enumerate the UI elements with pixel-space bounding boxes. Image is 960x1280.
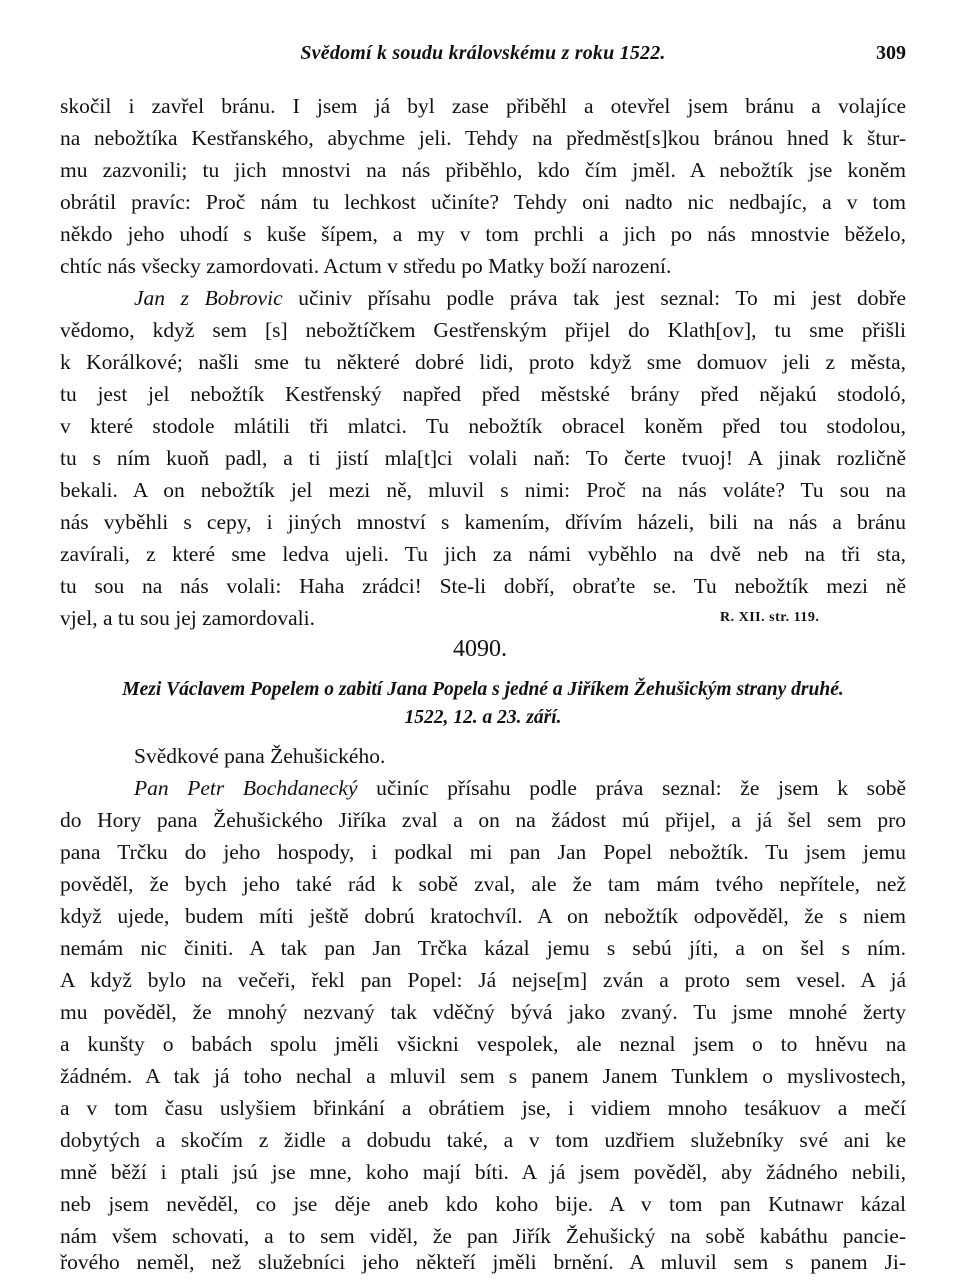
text-line: dobytých a skočím z židle a dobudu také, a v tom uzdřiem služebníky své ani ke: [60, 1128, 906, 1152]
text-line: vjel, a tu sou jej zamordovali.: [60, 606, 315, 630]
running-head: Svědomí k soudu královskému z roku 1522.: [300, 42, 666, 64]
text-line: někdo jeho uhodí s kuše šípem, a my v tom prchli a jich po nás mnostvie běželo,: [60, 222, 906, 246]
text-line: mu pověděl, že mnohý nezvaný tak vděčný bývá jako zvaný. Tu jsme mnohé žerty: [60, 1000, 906, 1024]
text-line: bekali. A on nebožtík jel mezi ně, mluvil s nimi: Proč na nás voláte? Tu sou na: [60, 478, 906, 502]
document-title: Mezi Václavem Popelem o zabití Jana Popela s jedné a Jiříkem Žehušickým strany druhé.: [122, 679, 844, 700]
text-line: tu jest jel nebožtík Kestřenský napřed před městské brány před nějakú stodoló,: [60, 382, 906, 406]
text-line: nám všem schovati, a to sem viděl, že pan Jiřík Žehušický na sobě kabáthu pancie-: [60, 1224, 906, 1248]
text-line: žádném. A tak já toho nechal a mluvil sem s panem Janem Tunklem o myslivostech,: [60, 1064, 906, 1088]
text-line: chtíc nás všecky zamordovati. Actum v středu po Matky boží narození.: [60, 254, 672, 278]
text-line-with-reference: [60, 602, 906, 634]
page-number: 309: [876, 42, 906, 64]
witness-statement-line: [60, 772, 906, 804]
text-line: tu s ním kuoň padl, a ti jistí mla[t]ci volali naň: To čerte tvuoj! A jinak rozličně: [60, 446, 906, 470]
text-line: tu sou na nás volali: Haha zrádci! Ste-li dobří, obraťte se. Tu nebožtík mezi ně: [60, 574, 906, 598]
text-line: mně běží i ptali jsú jse mne, koho mají bíti. A já jsem pověděl, aby žádného nebili,: [60, 1160, 906, 1184]
page-header: [60, 42, 906, 76]
text-line: mu zazvonili; tu jich mnostvi na nás přiběhlo, kdo čím jměl. A nebožtík jse koněm: [60, 158, 906, 182]
text-line: pana Trčku do jeho hospody, i podkal mi pan Jan Popel nebožtík. Tu jsem jemu: [60, 840, 906, 864]
witness-statement-line: [60, 282, 906, 314]
document-number: 4090.: [453, 636, 507, 662]
text-line: neb jsem nevěděl, co jse děje aneb kdo koho bije. A v tom pan Kutnawr kázal: [60, 1192, 906, 1216]
text-line: v které stodole mlátili tři mlatci. Tu nebožtík obracel koněm před tou stodolou,: [60, 414, 906, 438]
text-line: nás vyběhli s cepy, i jiných mnoství s kamením, dřívím házeli, bili na nás a bránu: [60, 510, 906, 534]
text-line: a v tom času uslyšiem břinkání a obrátiem jse, i vidiem mnoho tesákuov a mečí: [60, 1096, 906, 1120]
text-line: řového neměl, než služebníci jeho někteří jměli brnění. A mluvil sem s panem Ji-: [60, 1250, 906, 1274]
source-reference: R. XII. str. 119.: [720, 610, 820, 625]
text-line: nemám nic činiti. A tak pan Jan Trčka kázal jemu s sebú jíti, a on šel s ním.: [60, 936, 906, 960]
text-line: skočil i zavřel bránu. I jsem já byl zase přiběhl a otevřel jsem bránu a volajíce: [60, 94, 906, 118]
text-line: A když bylo na večeři, řekl pan Popel: Já nejse[m] zván a proto sem vesel. A já: [60, 968, 906, 992]
text-line: a kunšty o babách spolu jměli všickni vespolek, ale neznal jsem o to hněvu na: [60, 1032, 906, 1056]
document-date: 1522, 12. a 23. září.: [404, 707, 562, 728]
text-line: když ujede, budem míti ještě dobrú kratochvíl. A on nebožtík odpověděl, že s niem: [60, 904, 906, 928]
text-line: vědomo, když sem [s] nebožtíčkem Gestřenským přijel do Klath[ov], tu sme přišli: [60, 318, 906, 342]
text-line: do Hory pana Žehušického Jiříka zval a on na žádost mú přijel, a já šel sem pro: [60, 808, 906, 832]
text-line: pověděl, že bych jeho také rád k sobě zval, ale že tam mám tvého nepřítele, než: [60, 872, 906, 896]
text-line: obrátil pravíc: Proč nám tu lechkost učiníte? Tehdy oni nadto nic nedbajíc, a v tom: [60, 190, 906, 214]
witness-name: Pan Petr Bochdanecký: [134, 776, 358, 800]
statement-text: učiníc přísahu podle práva seznal: že jsem k sobě: [376, 776, 906, 800]
text-line: na nebožtíka Kestřanského, abychme jeli. Tehdy na předměst[s]kou bránou hned k štur-: [60, 126, 906, 150]
text-line: k Korálkové; našli sme tu některé dobré lidi, proto když sme domuov jeli z města,: [60, 350, 906, 374]
witness-name: Jan z Bobrovic: [134, 286, 283, 310]
statement-text: učiniv přísahu podle práva tak jest seznal: To mi jest dobře: [298, 286, 906, 310]
text-line: zavírali, z které sme ledva ujeli. Tu jich za námi vyběhlo na dvě neb na tři sta,: [60, 542, 906, 566]
witness-heading: Svědkové pana Žehušického.: [134, 744, 386, 768]
